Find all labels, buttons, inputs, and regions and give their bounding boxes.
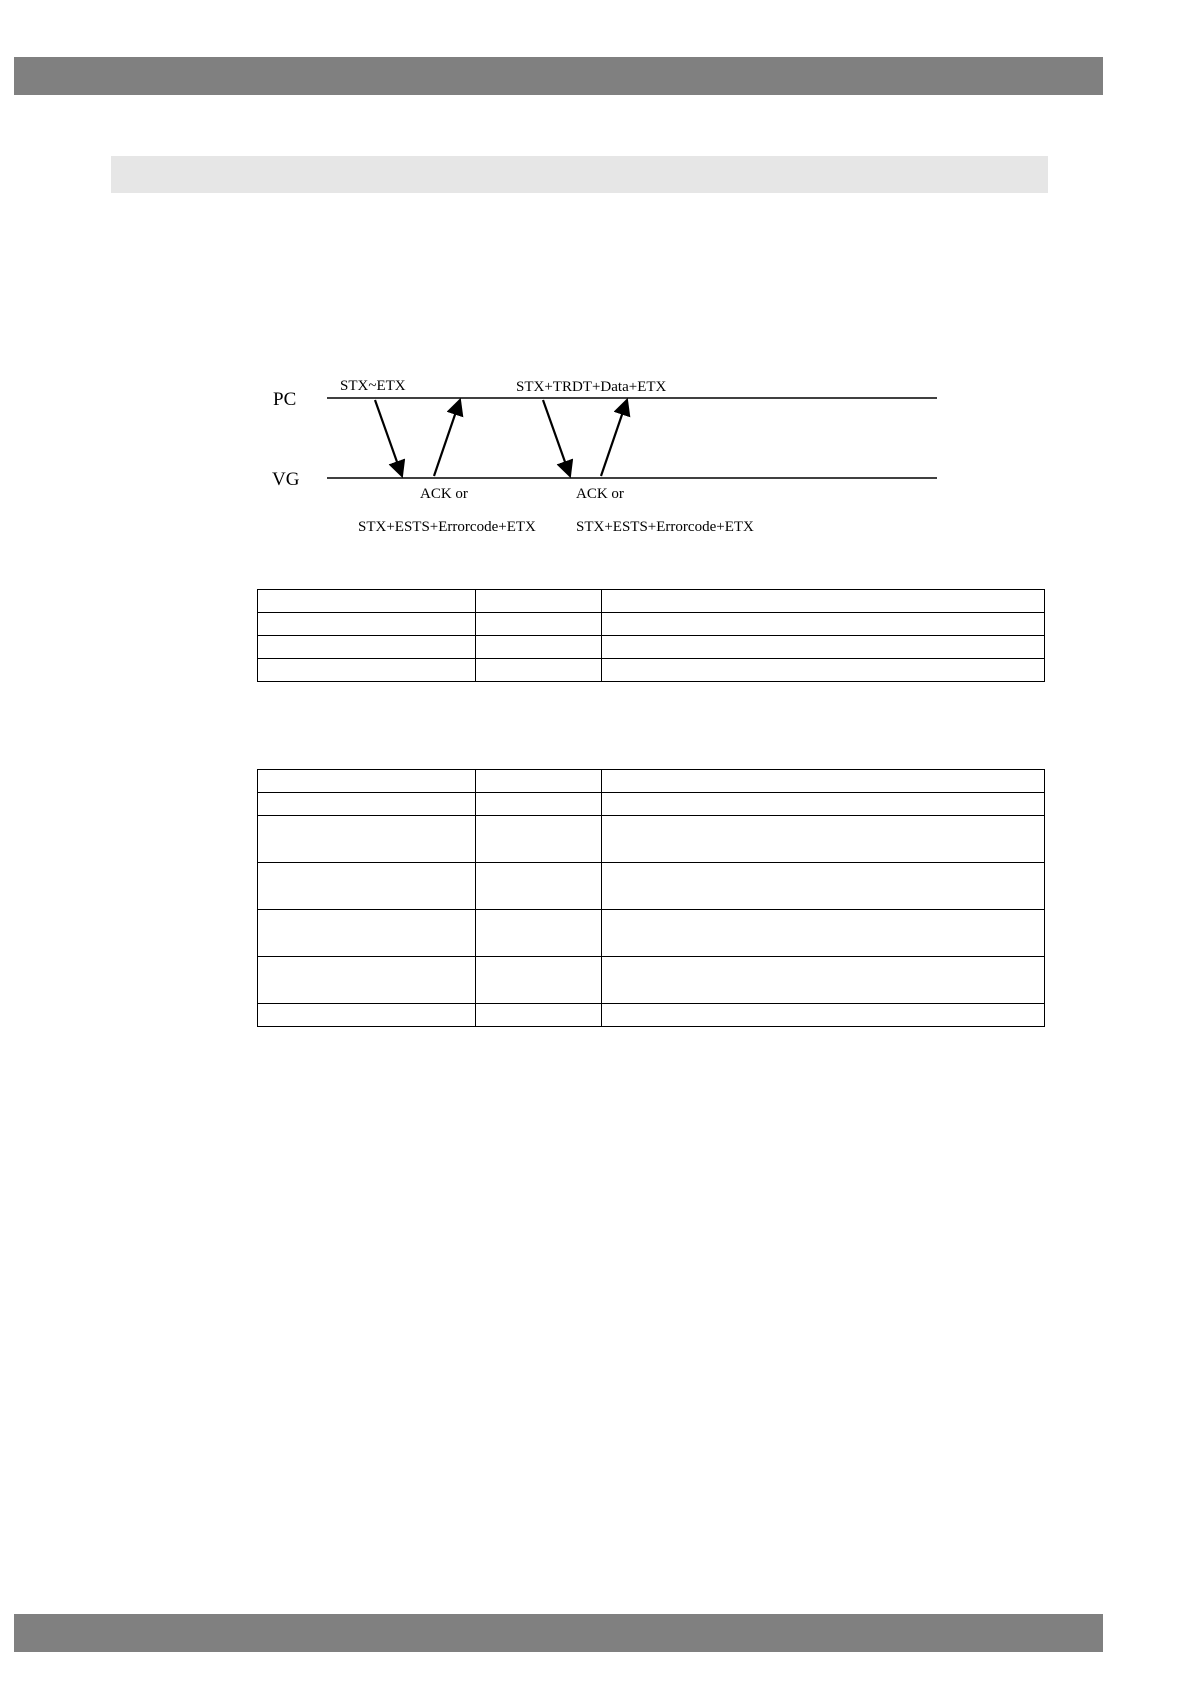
table-cell bbox=[602, 957, 1045, 1004]
footer-bar bbox=[14, 1614, 1103, 1652]
communication-sequence-diagram bbox=[260, 360, 960, 540]
table-cell bbox=[602, 770, 1045, 793]
table-row bbox=[258, 957, 1045, 1004]
table-cell bbox=[602, 793, 1045, 816]
table-cell bbox=[602, 590, 1045, 613]
table-cell bbox=[258, 793, 476, 816]
table-row bbox=[258, 910, 1045, 957]
table-cell bbox=[476, 590, 602, 613]
table-cell bbox=[258, 636, 476, 659]
pc-send-label-2: STX+TRDT+Data+ETX bbox=[516, 379, 667, 395]
table-row bbox=[258, 770, 1045, 793]
vg-reply-label-1a: ACK or bbox=[420, 486, 468, 502]
table-cell bbox=[258, 1004, 476, 1027]
table-cell bbox=[258, 863, 476, 910]
table-row bbox=[258, 793, 1045, 816]
table-row bbox=[258, 863, 1045, 910]
table-row bbox=[258, 590, 1045, 613]
table-cell bbox=[476, 816, 602, 863]
table-cell bbox=[258, 957, 476, 1004]
table-cell bbox=[476, 659, 602, 682]
table-cell bbox=[602, 613, 1045, 636]
command-table-2 bbox=[257, 769, 1045, 1027]
table-row bbox=[258, 659, 1045, 682]
table-cell bbox=[258, 613, 476, 636]
section-heading-band bbox=[111, 156, 1048, 193]
table-cell bbox=[602, 659, 1045, 682]
table-cell bbox=[602, 910, 1045, 957]
vg-reply-label-2b: STX+ESTS+Errorcode+ETX bbox=[576, 519, 754, 535]
pc-lane-label: PC bbox=[273, 389, 297, 410]
table-cell bbox=[602, 1004, 1045, 1027]
header-bar bbox=[14, 57, 1103, 95]
table-cell bbox=[258, 659, 476, 682]
table-cell bbox=[602, 863, 1045, 910]
command-table-1 bbox=[257, 589, 1045, 682]
vg-lane-label: VG bbox=[272, 469, 300, 490]
response-arrow-1 bbox=[434, 400, 460, 476]
table-cell bbox=[258, 816, 476, 863]
table-cell bbox=[476, 1004, 602, 1027]
request-arrow-1 bbox=[375, 400, 402, 476]
table-cell bbox=[476, 770, 602, 793]
response-arrow-2 bbox=[601, 400, 627, 476]
table-cell bbox=[258, 910, 476, 957]
table-row bbox=[258, 636, 1045, 659]
table-cell bbox=[476, 636, 602, 659]
vg-reply-label-2a: ACK or bbox=[576, 486, 624, 502]
table-cell bbox=[476, 910, 602, 957]
table-cell bbox=[476, 793, 602, 816]
table-row bbox=[258, 1004, 1045, 1027]
table-cell bbox=[476, 613, 602, 636]
table-row bbox=[258, 613, 1045, 636]
table-cell bbox=[476, 957, 602, 1004]
vg-reply-label-1b: STX+ESTS+Errorcode+ETX bbox=[358, 519, 536, 535]
table-cell bbox=[258, 590, 476, 613]
table-cell bbox=[602, 636, 1045, 659]
table-cell bbox=[602, 816, 1045, 863]
table-row bbox=[258, 816, 1045, 863]
pc-send-label-1: STX~ETX bbox=[340, 378, 406, 394]
request-arrow-2 bbox=[543, 400, 570, 476]
table-cell bbox=[476, 863, 602, 910]
table-cell bbox=[258, 770, 476, 793]
